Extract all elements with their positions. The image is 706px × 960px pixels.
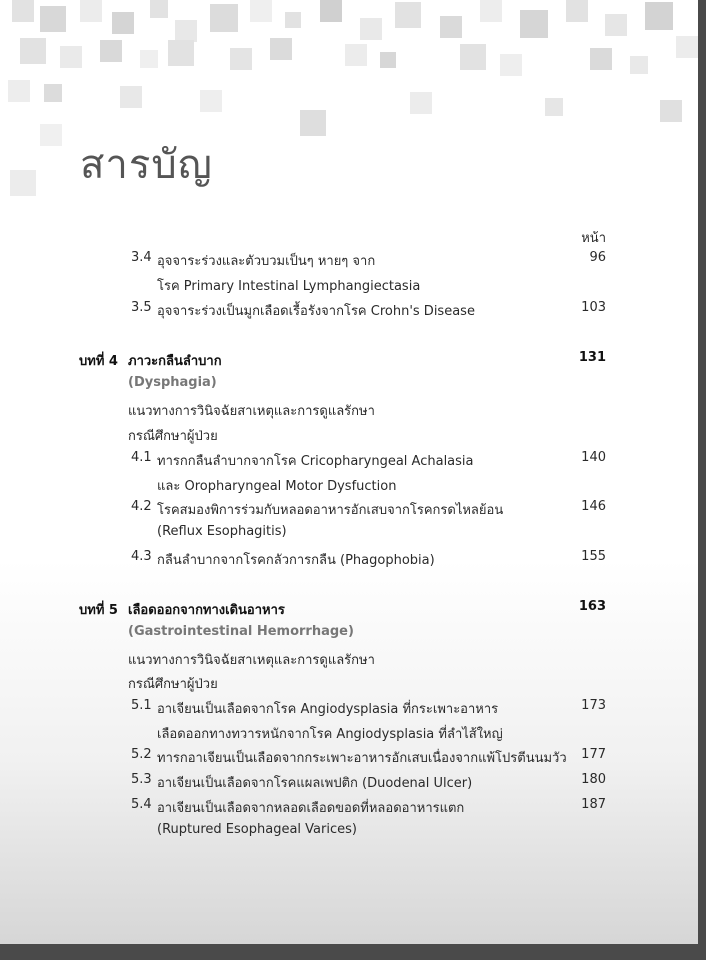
entry-number: 4.3: [131, 549, 152, 564]
entry-title: อาเจียนเป็นเลือดจากโรคแผลเพปติก (Duodenal Ulcer): [157, 776, 473, 791]
document-page: สารบัญ หน้า 3.4 อุจจาระร่วงและตัวบวมเป็นๆ หายๆ จาก 96 โรค Primary Intestinal Lymphangiectasia 3.5 อุจจาระร่วงเป็นมูกเลือดเรื้อรังจากโรค Crohn's Disease 103 บทที่ 4 ภาวะกลืนลำบาก 131 (Dysphagia) แนวทางการวินิจฉัยสาเหตุและการดูแลรักษา กรณีศึกษาผู้ป่วย 4.1 ทารกกลืนลำบากจากโรค Cricopharyngeal Achalasia 140 และ Oropharyngeal Motor Dysfuction 4.2 โรคสมองพิการร่วมกับหลอดอาหารอักเสบจากโรคกรดไหลย้อน 146 (Reflux Esophagitis) 4.3 กลืนลำบากจากโรคกลัวการกลืน (Phagophobia) 155 บทที่ 5 เลือดออกจากทางเดินอาหาร 163 (Gastrointestinal Hemorrhage) แนวทางการวินิจฉัยสาเหตุและการดูแลรักษา กรณีศึกษาผู้ป่วย 5.1 อาเจียนเป็นเลือดจากโรค Angiodysplasia ที่กระเพาะอาหาร 173 เลือดออกทางทวารหนักจากโรค Angiodysplasia ที่ลำไส้ใหญ่ 5.2 ทารกอาเจียนเป็นเลือดจากกระเพาะอาหารอักเสบเนื่องจากแพ้โปรตีนนมวัว 177 5.3 อาเจียนเป็นเลือดจากโรคแผลเพปติก (Duodenal Ulcer) 180 5.4 อาเจียนเป็นเลือดจากหลอดเลือดขอดที่หลอดอาหารแตก 187 (Ruptured Esophageal Varices): [0, 0, 698, 944]
entry-page-number: 103: [581, 300, 606, 315]
page-column-header: หน้า: [581, 231, 606, 246]
entry-title: อาเจียนเป็นเลือดจากโรค Angiodysplasia ที่กระเพาะอาหาร: [157, 702, 499, 717]
entry-title: อาเจียนเป็นเลือดจากหลอดเลือดขอดที่หลอดอาหารแตก: [157, 801, 465, 816]
chapter-title[interactable]: เลือดออกจากทางเดินอาหาร: [128, 603, 285, 618]
entry-title: ทารกกลืนลำบากจากโรค Cricopharyngeal Achalasia: [157, 454, 474, 469]
chapter-section-line: แนวทางการวินิจฉัยสาเหตุและการดูแลรักษา: [128, 653, 375, 668]
entry-title: อุจจาระร่วงเป็นมูกเลือดเรื้อรังจากโรค Crohn's Disease: [157, 304, 475, 319]
chapter-page-number: 131: [578, 350, 606, 365]
chapter-title[interactable]: ภาวะกลืนลำบาก: [128, 354, 222, 369]
chapter-english-title: (Gastrointestinal Hemorrhage): [128, 624, 354, 639]
entry-number: 4.2: [131, 499, 152, 514]
entry-page-number: 155: [581, 549, 606, 564]
entry-number: 5.2: [131, 747, 152, 762]
entry-number: 3.4: [131, 250, 152, 265]
chapter-label: บทที่ 4: [79, 354, 118, 369]
entry-page-number: 146: [581, 499, 606, 514]
entry-title: โรคสมองพิการร่วมกับหลอดอาหารอักเสบจากโรคกรดไหลย้อน: [157, 503, 504, 518]
entry-number: 5.3: [131, 772, 152, 787]
entry-number: 5.1: [131, 698, 152, 713]
entry-page-number: 96: [589, 250, 606, 265]
entry-number: 3.5: [131, 300, 152, 315]
chapter-section-line: แนวทางการวินิจฉัยสาเหตุและการดูแลรักษา: [128, 404, 375, 419]
chapter-section-line: กรณีศึกษาผู้ป่วย: [128, 429, 218, 444]
entry-number: 4.1: [131, 450, 152, 465]
chapter-page-number: 163: [578, 599, 606, 614]
entry-page-number: 173: [581, 698, 606, 713]
entry-page-number: 177: [581, 747, 606, 762]
entry-page-number: 187: [581, 797, 606, 812]
entry-title: กลืนลำบากจากโรคกลัวการกลืน (Phagophobia): [157, 553, 435, 568]
chapter-section-line: กรณีศึกษาผู้ป่วย: [128, 677, 218, 692]
entry-page-number: 140: [581, 450, 606, 465]
entry-title: ทารกอาเจียนเป็นเลือดจากกระเพาะอาหารอักเสบเนื่องจากแพ้โปรตีนนมวัว: [157, 751, 567, 766]
entry-page-number: 180: [581, 772, 606, 787]
entry-title: อุจจาระร่วงและตัวบวมเป็นๆ หายๆ จาก: [157, 254, 376, 269]
chapter-english-title: (Dysphagia): [128, 375, 217, 390]
chapter-label: บทที่ 5: [79, 603, 118, 618]
entry-number: 5.4: [131, 797, 152, 812]
page-title: สารบัญ: [80, 142, 213, 188]
